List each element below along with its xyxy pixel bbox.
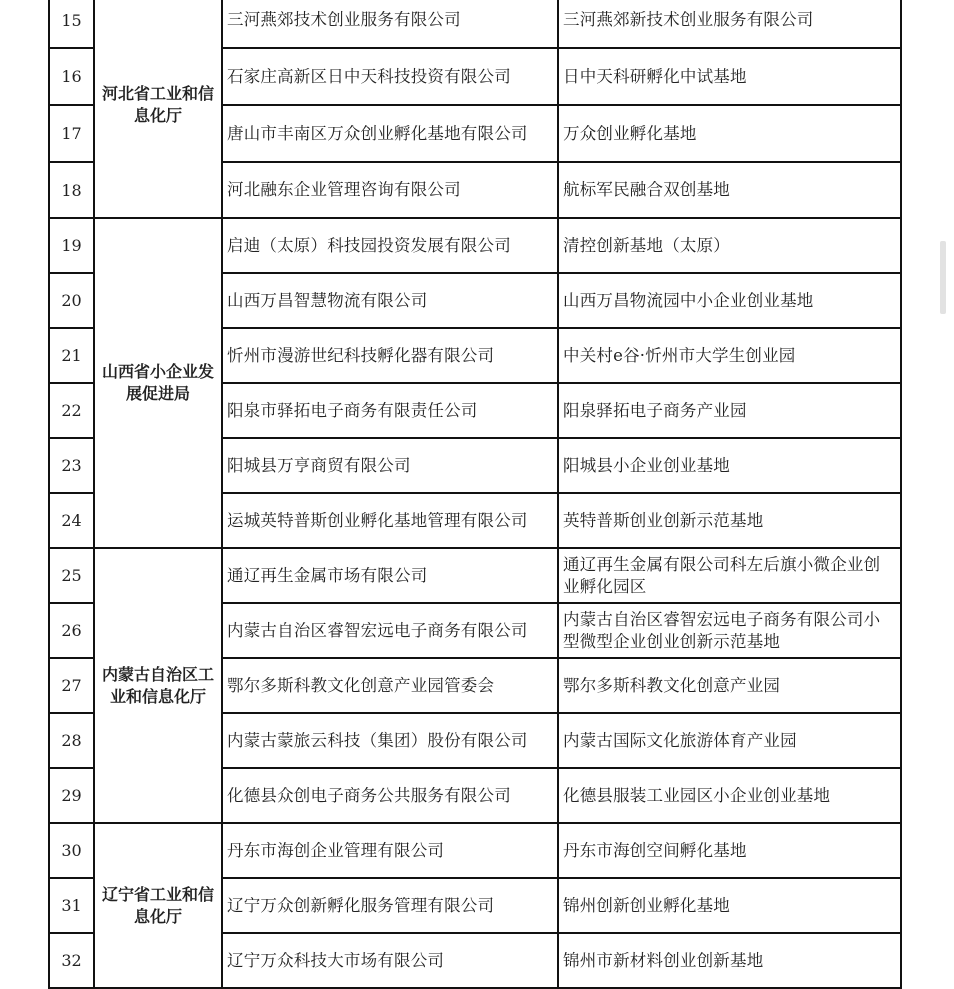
row-number: 20: [49, 273, 94, 328]
base-name-cell: 锦州市新材料创业创新基地: [558, 933, 901, 988]
operating-company-cell: 化德县众创电子商务公共服务有限公司: [222, 768, 558, 823]
row-number: 17: [49, 105, 94, 162]
operating-company-cell: 三河燕郊技术创业服务有限公司: [222, 0, 558, 48]
row-number: 23: [49, 438, 94, 493]
base-name-cell: 内蒙古自治区睿智宏远电子商务有限公司小型微型企业创业创新示范基地: [558, 603, 901, 658]
row-number: 18: [49, 162, 94, 218]
row-number: 27: [49, 658, 94, 713]
base-name-cell: 日中天科研孵化中试基地: [558, 48, 901, 105]
operating-company-cell: 丹东市海创企业管理有限公司: [222, 823, 558, 878]
operating-company-cell: 忻州市漫游世纪科技孵化器有限公司: [222, 328, 558, 383]
base-name-cell: 英特普斯创业创新示范基地: [558, 493, 901, 548]
operating-company-cell: 阳城县万亨商贸有限公司: [222, 438, 558, 493]
table-row: [49, 218, 901, 273]
base-name-cell: 阳城县小企业创业基地: [558, 438, 901, 493]
operating-company-cell: 阳泉市驿拓电子商务有限责任公司: [222, 383, 558, 438]
base-name-cell: 航标军民融合双创基地: [558, 162, 901, 218]
base-name-cell: 清控创新基地（太原）: [558, 218, 901, 273]
province-department-cell: 内蒙古自治区工业和信息化厅: [94, 548, 222, 823]
operating-company-cell: 辽宁万众科技大市场有限公司: [222, 933, 558, 988]
operating-company-cell: 唐山市丰南区万众创业孵化基地有限公司: [222, 105, 558, 162]
row-number: 31: [49, 878, 94, 933]
row-number: 19: [49, 218, 94, 273]
operating-company-cell: 山西万昌智慧物流有限公司: [222, 273, 558, 328]
operating-company-cell: 辽宁万众创新孵化服务管理有限公司: [222, 878, 558, 933]
province-department-cell: 山西省小企业发展促进局: [94, 218, 222, 548]
row-number: 26: [49, 603, 94, 658]
operating-company-cell: 鄂尔多斯科教文化创意产业园管委会: [222, 658, 558, 713]
base-name-cell: 三河燕郊新技术创业服务有限公司: [558, 0, 901, 48]
row-number: 24: [49, 493, 94, 548]
base-name-cell: 阳泉驿拓电子商务产业园: [558, 383, 901, 438]
operating-company-cell: 启迪（太原）科技园投资发展有限公司: [222, 218, 558, 273]
operating-company-cell: 内蒙古蒙旅云科技（集团）股份有限公司: [222, 713, 558, 768]
row-number: 30: [49, 823, 94, 878]
row-number: 25: [49, 548, 94, 603]
province-department-cell: 河北省工业和信息化厅: [94, 0, 222, 218]
base-name-cell: 山西万昌物流园中小企业创业基地: [558, 273, 901, 328]
base-name-cell: 化德县服装工业园区小企业创业基地: [558, 768, 901, 823]
base-name-cell: 通辽再生金属有限公司科左后旗小微企业创业孵化园区: [558, 548, 901, 603]
row-number: 15: [49, 0, 94, 48]
base-name-cell: 丹东市海创空间孵化基地: [558, 823, 901, 878]
base-name-cell: 万众创业孵化基地: [558, 105, 901, 162]
table-row: [49, 823, 901, 878]
operating-company-cell: 运城英特普斯创业孵化基地管理有限公司: [222, 493, 558, 548]
row-number: 21: [49, 328, 94, 383]
row-number: 28: [49, 713, 94, 768]
scrollbar-thumb[interactable]: [940, 241, 946, 314]
enterprise-base-table: [48, 0, 902, 989]
base-name-cell: 锦州创新创业孵化基地: [558, 878, 901, 933]
row-number: 16: [49, 48, 94, 105]
table-row: [49, 0, 901, 48]
base-name-cell: 内蒙古国际文化旅游体育产业园: [558, 713, 901, 768]
row-number: 32: [49, 933, 94, 988]
table-row: [49, 548, 901, 603]
row-number: 29: [49, 768, 94, 823]
operating-company-cell: 内蒙古自治区睿智宏远电子商务有限公司: [222, 603, 558, 658]
base-name-cell: 鄂尔多斯科教文化创意产业园: [558, 658, 901, 713]
base-name-cell: 中关村e谷·忻州市大学生创业园: [558, 328, 901, 383]
operating-company-cell: 石家庄高新区日中天科技投资有限公司: [222, 48, 558, 105]
province-department-cell: 辽宁省工业和信息化厅: [94, 823, 222, 988]
operating-company-cell: 河北融东企业管理咨询有限公司: [222, 162, 558, 218]
row-number: 22: [49, 383, 94, 438]
table-body: [49, 0, 901, 988]
operating-company-cell: 通辽再生金属市场有限公司: [222, 548, 558, 603]
